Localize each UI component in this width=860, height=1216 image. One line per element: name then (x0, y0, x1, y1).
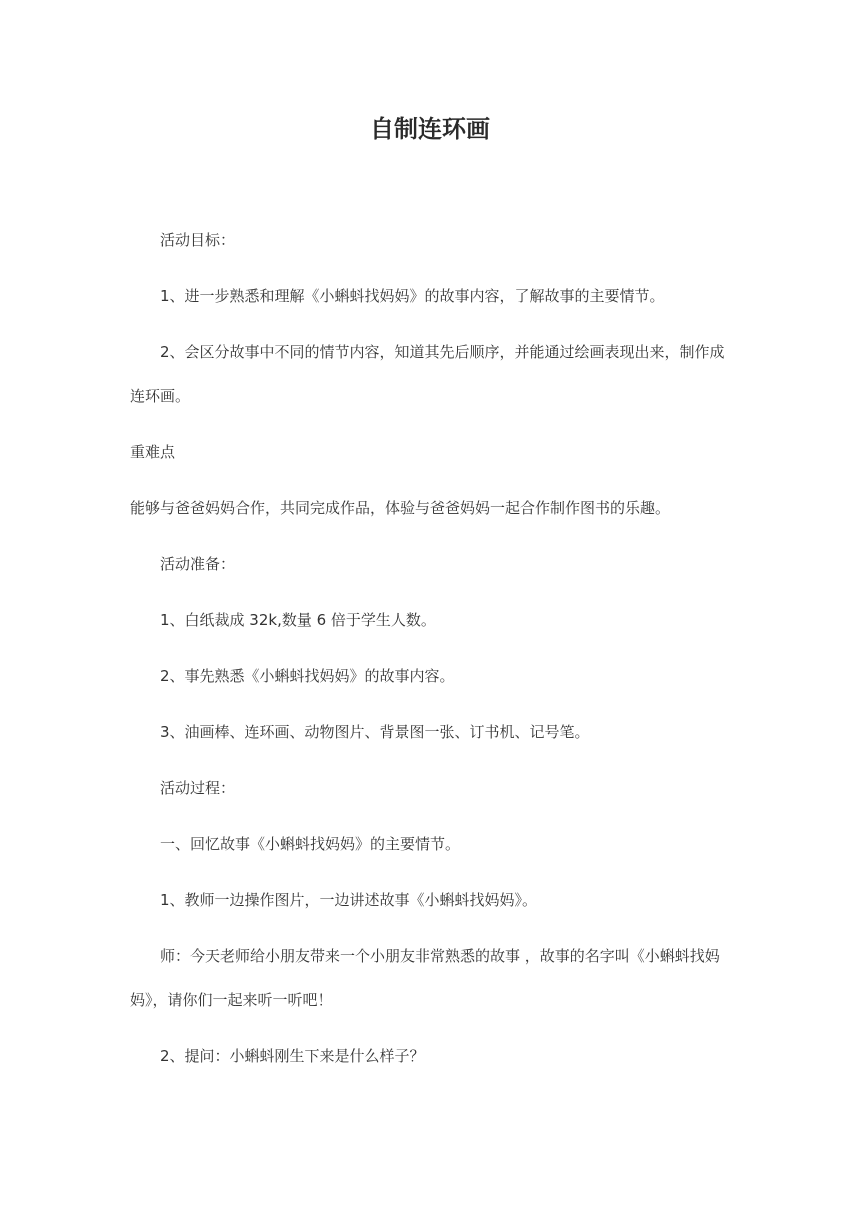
paragraph-preparation-2: 2、事先熟悉《小蝌蚪找妈妈》的故事内容。 (160, 667, 455, 685)
paragraph-key-points: 能够与爸爸妈妈合作，共同完成作品，体验与爸爸妈妈一起合作制作图书的乐趣。 (130, 499, 671, 517)
paragraph-goal-2: 2、会区分故事中不同的情节内容，知道其先后顺序，并能通过绘画表现出来，制作成 (160, 343, 725, 361)
section-heading-preparation: 活动准备： (160, 555, 236, 573)
section-heading-goals: 活动目标： (160, 231, 236, 249)
paragraph-process-1: 一、回忆故事《小蝌蚪找妈妈》的主要情节。 (160, 835, 461, 853)
section-heading-process: 活动过程： (160, 779, 236, 797)
paragraph-goal-1: 1、进一步熟悉和理解《小蝌蚪找妈妈》的故事内容，了解故事的主要情节。 (160, 287, 665, 305)
paragraph-preparation-3: 3、油画棒、连环画、动物图片、背景图一张、订书机、记号笔。 (160, 723, 590, 741)
document-title: 自制连环画 (370, 115, 490, 143)
paragraph-teacher-speech-continued: 妈》，请你们一起来听一听吧！ (130, 991, 333, 1009)
section-heading-key-points: 重难点 (130, 443, 176, 461)
paragraph-process-1-1: 1、教师一边操作图片，一边讲述故事《小蝌蚪找妈妈》。 (160, 891, 538, 909)
paragraph-question-2: 2、提问：小蝌蚪刚生下来是什么样子？ (160, 1047, 425, 1065)
paragraph-preparation-1: 1、白纸裁成 32k,数量 6 倍于学生人数。 (160, 611, 436, 629)
paragraph-teacher-speech: 师：今天老师给小朋友带来一个小朋友非常熟悉的故事 ，故事的名字叫《小蝌蚪找妈 (160, 947, 720, 965)
paragraph-goal-2-continued: 连环画。 (130, 387, 191, 405)
